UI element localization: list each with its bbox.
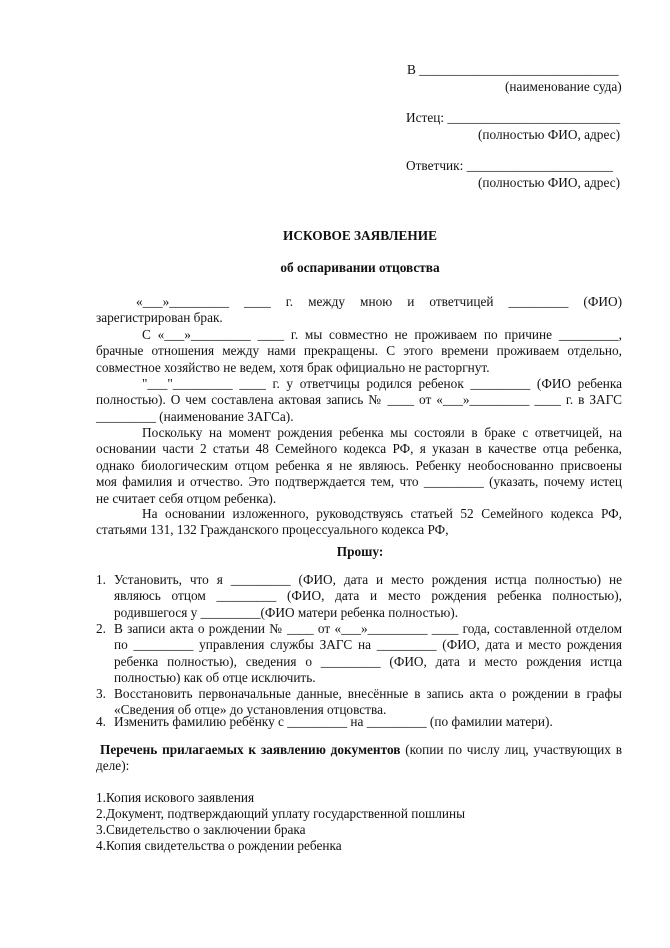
paragraph-legal-basis — [96, 506, 622, 539]
court-line — [407, 62, 619, 78]
court-field: В ______________________________ — [407, 62, 619, 77]
plaintiff-field: Истец: __________________________ — [406, 110, 621, 125]
text-line: С «___»_________ ____ г. мы совместно не проживаем по причине _________, — [142, 327, 622, 342]
text-line: являюсь отцом _________ (ФИО, дата и место рождения ребенка полностью), — [114, 588, 622, 604]
attachments-heading-bold: Перечень прилагаемых к заявлению документов — [100, 742, 401, 757]
attachment-item: 1.Копия искового заявления — [96, 790, 255, 805]
document-subtitle: об оспаривании отцовства — [280, 260, 440, 275]
text-line: Поскольку на момент рождения ребенка мы состояли в браке с ответчицей, на — [142, 425, 622, 440]
text-line: В записи акта о рождении № ____ от «___»_________ ____ года, составленной отделом — [114, 621, 622, 636]
text-line: _________ (наименование ЗАГСа). — [96, 408, 294, 424]
list-number: 2. — [96, 621, 106, 636]
text-line: «Сведения об отце» до установления отцовства. — [114, 702, 387, 718]
text-line: статьями 131, 132 Гражданского процессуального кодекса РФ, — [96, 522, 449, 538]
court-caption: (наименование суда) — [505, 79, 622, 94]
paragraph-grounds — [96, 425, 622, 507]
text-line — [96, 742, 622, 758]
defendant-line — [406, 158, 613, 174]
text-line: родившегося у _________(ФИО матери ребенка полностью). — [114, 604, 459, 620]
attachment-item: 4.Копия свидетельства о рождении ребенка — [96, 838, 342, 853]
paragraph-marriage — [96, 294, 622, 327]
text-line: брачные отношения между нами прекращены. С этого времени проживаем отдельно, — [96, 343, 622, 359]
plaintiff-line — [406, 110, 620, 126]
document-title: ИСКОВОЕ ЗАЯВЛЕНИЕ — [283, 228, 437, 243]
prayer-heading: Прошу: — [336, 544, 384, 559]
text-line: основании части 2 статьи 48 Семейного кодекса РФ, я указан в качестве отца ребенка, — [96, 441, 622, 457]
attachments-heading — [96, 742, 622, 775]
text-line: по _________ управления службы ЗАГС на _________ (ФИО, дата и место рождения — [114, 637, 622, 653]
text-line: «___»_________ ____ г. между мною и ответчицей _________ (ФИО) — [136, 294, 622, 309]
plaintiff-caption: (полностью ФИО, адрес) — [478, 127, 621, 142]
text-line: полностью). О чем составлена актовая запись № ____ от «___»_________ ____ г. в ЗАГС — [96, 392, 622, 408]
list-number: 4. — [96, 714, 106, 729]
text-line: совместное хозяйство не ведем, хотя брак официально не расторгнут. — [96, 359, 490, 375]
defendant-field: Ответчик: ______________________ — [406, 158, 613, 173]
text-line: однако биологическим отцом ребенка я не являюсь. Ребенку необоснованно присвоены — [96, 457, 622, 473]
text-line: Установить, что я _________ (ФИО, дата и место рождения истца полностью) не — [114, 572, 622, 587]
text-line: "___"_________ ____ г. у ответчицы родился ребенок _________ (ФИО ребенка — [142, 376, 622, 391]
text-line: моя фамилия и отчество. Это подтверждается тем, что _________ (указать, почему истец — [96, 474, 622, 490]
defendant-caption: (полностью ФИО, адрес) — [478, 175, 621, 190]
text-line: ребенка полностью), сведения о _________ (ФИО, дата и место рождения истца — [114, 653, 622, 669]
attachments-heading-rest: (копии по числу лиц, участвующих в — [400, 742, 622, 757]
list-number: 3. — [96, 686, 106, 701]
paragraph-separation — [96, 327, 622, 376]
text-line: Восстановить первоначальные данные, внесённые в запись акта о рождении в графы — [114, 686, 622, 701]
attachment-item: 2.Документ, подтверждающий уплату государственной пошлины — [96, 806, 466, 821]
paragraph-birth — [96, 376, 622, 425]
text-line: зарегистрирован брак. — [96, 310, 223, 326]
text-line: деле): — [96, 758, 130, 774]
attachment-item: 3.Свидетельство о заключении брака — [96, 822, 306, 837]
text-line: полностью) как об отце исключить. — [114, 670, 316, 686]
text-line: На основании изложенного, руководствуясь статьей 52 Семейного кодекса РФ, — [142, 506, 622, 521]
text-line: не считает себя отцом ребенка). — [96, 490, 277, 506]
list-number: 1. — [96, 572, 106, 587]
text-line: Изменить фамилию ребёнку с _________ на _________ (по фамилии матери). — [114, 714, 553, 729]
